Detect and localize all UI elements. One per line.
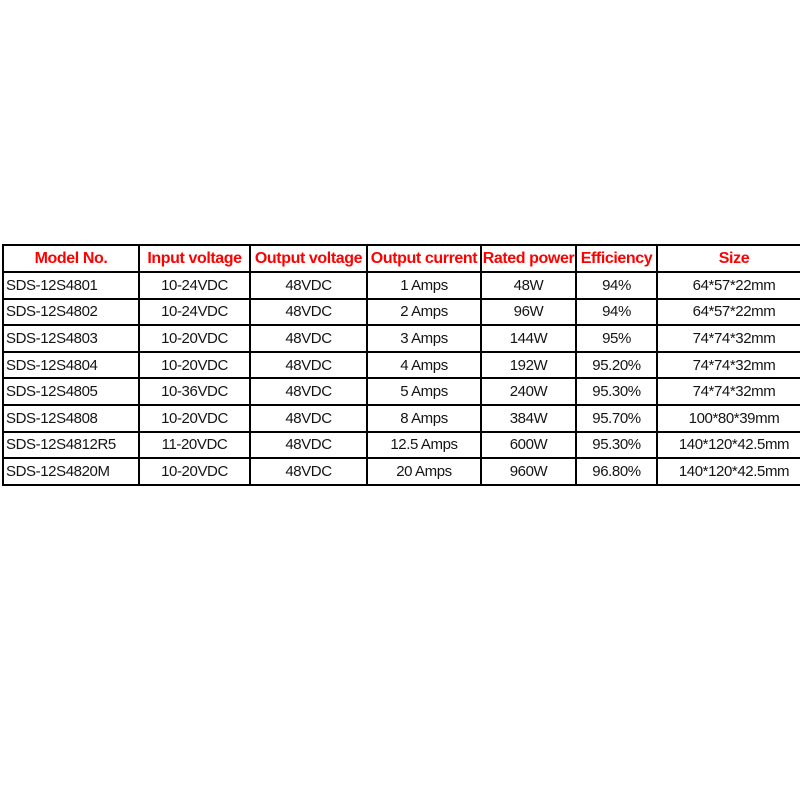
table-cell: 64*57*22mm [657,299,800,326]
table-cell: 12.5 Amps [367,432,481,459]
table-cell: SDS-12S4802 [3,299,139,326]
table-cell: 94% [576,272,657,299]
table-header [3,245,800,272]
table-cell: SDS-12S4803 [3,325,139,352]
table-cell: 95% [576,325,657,352]
table-cell: SDS-12S4801 [3,272,139,299]
table-cell: SDS-12S4808 [3,405,139,432]
table-row [3,405,800,432]
table-cell: 48VDC [250,325,367,352]
table-cell: 94% [576,299,657,326]
table-cell: 95.30% [576,378,657,405]
table-cell: 48W [481,272,576,299]
table-cell: 74*74*32mm [657,325,800,352]
table-cell: SDS-12S4805 [3,378,139,405]
table-row [3,458,800,485]
table-cell: 10-36VDC [139,378,250,405]
table-cell: 48VDC [250,405,367,432]
table-cell: 10-24VDC [139,272,250,299]
header-cell: Size [657,245,800,272]
table-cell: 192W [481,352,576,379]
table-cell: 10-20VDC [139,325,250,352]
table-cell: 240W [481,378,576,405]
table-cell: 5 Amps [367,378,481,405]
table-cell: 20 Amps [367,458,481,485]
table-cell: 48VDC [250,299,367,326]
header-cell: Output current [367,245,481,272]
table-cell: 1 Amps [367,272,481,299]
table-cell: 64*57*22mm [657,272,800,299]
table-cell: 2 Amps [367,299,481,326]
header-cell: Input voltage [139,245,250,272]
header-row [3,245,800,272]
header-cell: Efficiency [576,245,657,272]
table-cell: 140*120*42.5mm [657,458,800,485]
table-cell: 48VDC [250,352,367,379]
table-cell: 100*80*39mm [657,405,800,432]
table-row [3,299,800,326]
table-row [3,272,800,299]
table-cell: SDS-12S4820M [3,458,139,485]
power-supply-spec-table [2,244,800,486]
table-cell: 10-20VDC [139,352,250,379]
table-cell: 74*74*32mm [657,352,800,379]
table-row [3,432,800,459]
table-cell: 96.80% [576,458,657,485]
table-cell: 4 Amps [367,352,481,379]
table-cell: 3 Amps [367,325,481,352]
table-cell: 95.70% [576,405,657,432]
table-cell: 960W [481,458,576,485]
table-cell: 140*120*42.5mm [657,432,800,459]
header-cell: Rated power [481,245,576,272]
table-cell: 95.20% [576,352,657,379]
table-cell: 74*74*32mm [657,378,800,405]
table-cell: 95.30% [576,432,657,459]
table-cell: SDS-12S4804 [3,352,139,379]
table-row [3,352,800,379]
table-cell: 48VDC [250,272,367,299]
table-cell: 600W [481,432,576,459]
table-cell: 10-24VDC [139,299,250,326]
table-cell: 48VDC [250,458,367,485]
table-cell: 10-20VDC [139,405,250,432]
header-cell: Output voltage [250,245,367,272]
table-cell: 384W [481,405,576,432]
table-row [3,325,800,352]
table-cell: 48VDC [250,378,367,405]
table-row [3,378,800,405]
header-cell: Model No. [3,245,139,272]
table-cell: 8 Amps [367,405,481,432]
table-cell: SDS-12S4812R5 [3,432,139,459]
table-cell: 48VDC [250,432,367,459]
table-body [3,272,800,485]
table-cell: 144W [481,325,576,352]
table-cell: 96W [481,299,576,326]
table-cell: 11-20VDC [139,432,250,459]
table-cell: 10-20VDC [139,458,250,485]
